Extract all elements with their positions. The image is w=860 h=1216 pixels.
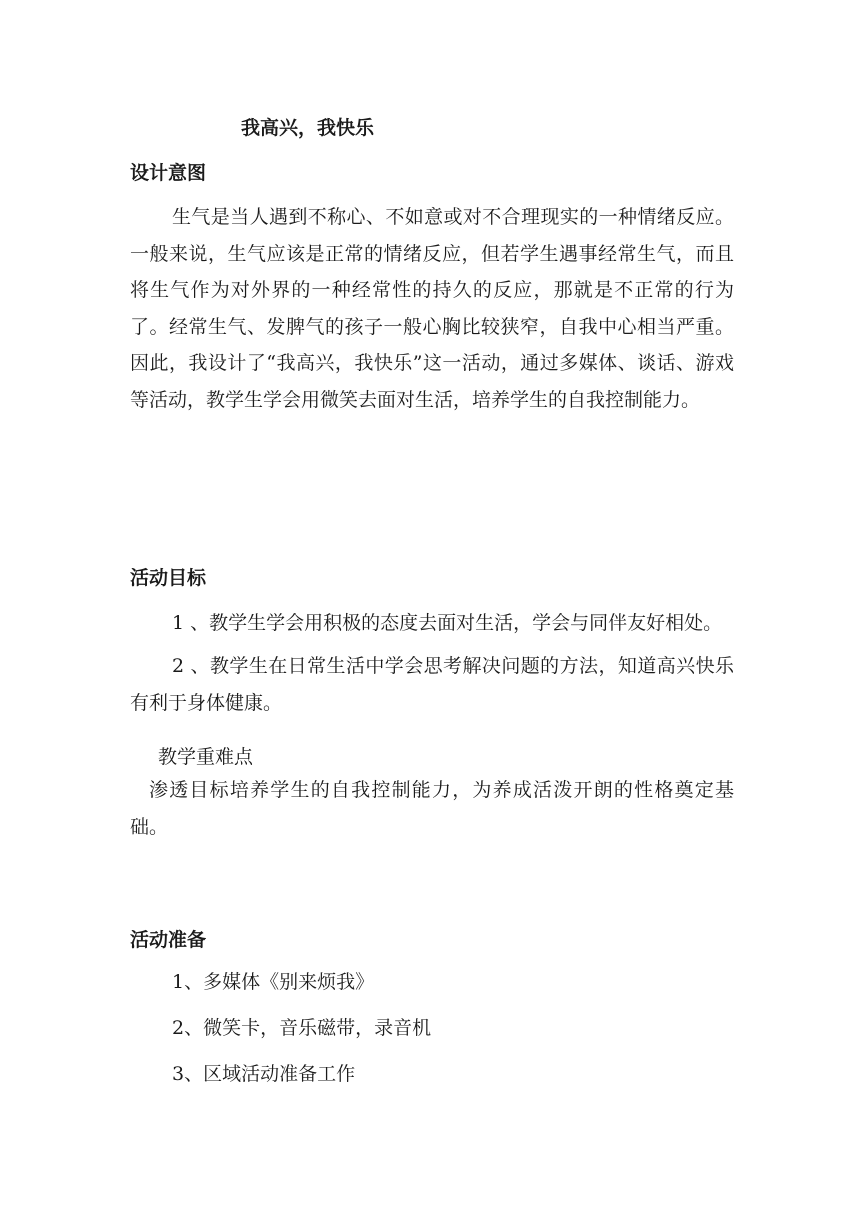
- design-intent-heading: 设计意图: [130, 162, 207, 184]
- preparation-item-3: 3、区域活动准备工作: [172, 1063, 356, 1085]
- activity-goals-heading: 活动目标: [130, 567, 207, 589]
- document-title: 我高兴，我快乐: [241, 117, 375, 139]
- key-points-paragraph: 渗透目标培养学生的自我控制能力，为养成活泼开朗的性格奠定基础。: [130, 779, 734, 838]
- activity-preparation-heading: 活动准备: [130, 929, 207, 951]
- preparation-item-2: 2、微笑卡，音乐磁带，录音机: [172, 1017, 432, 1039]
- key-points-heading: 教学重难点: [158, 746, 254, 768]
- goal-item-2: 2 、教学生在日常生活中学会思考解决问题的方法，知道高兴快乐有利于身体健康。: [130, 655, 734, 714]
- design-intent-paragraph: 生气是当人遇到不称心、不如意或对不合理现实的一种情绪反应。一般来说，生气应该是正常的情绪反应，但若学生遇事经常生气，而且将生气作为对外界的一种经常性的持久的反应，那就是不正常的行为了。经常生气、发脾气的孩子一般心胸比较狭窄，自我中心相当严重。因此，我设计了“我高兴，我快乐”这一活动，通过多媒体、谈话、游戏等活动，教学生学会用微笑去面对生活，培养学生的自我控制能力。: [130, 206, 734, 411]
- goal-item-1: 1 、教学生学会用积极的态度去面对生活，学会与同伴友好相处。: [172, 612, 723, 634]
- preparation-item-1: 1、多媒体《别来烦我》: [172, 971, 375, 993]
